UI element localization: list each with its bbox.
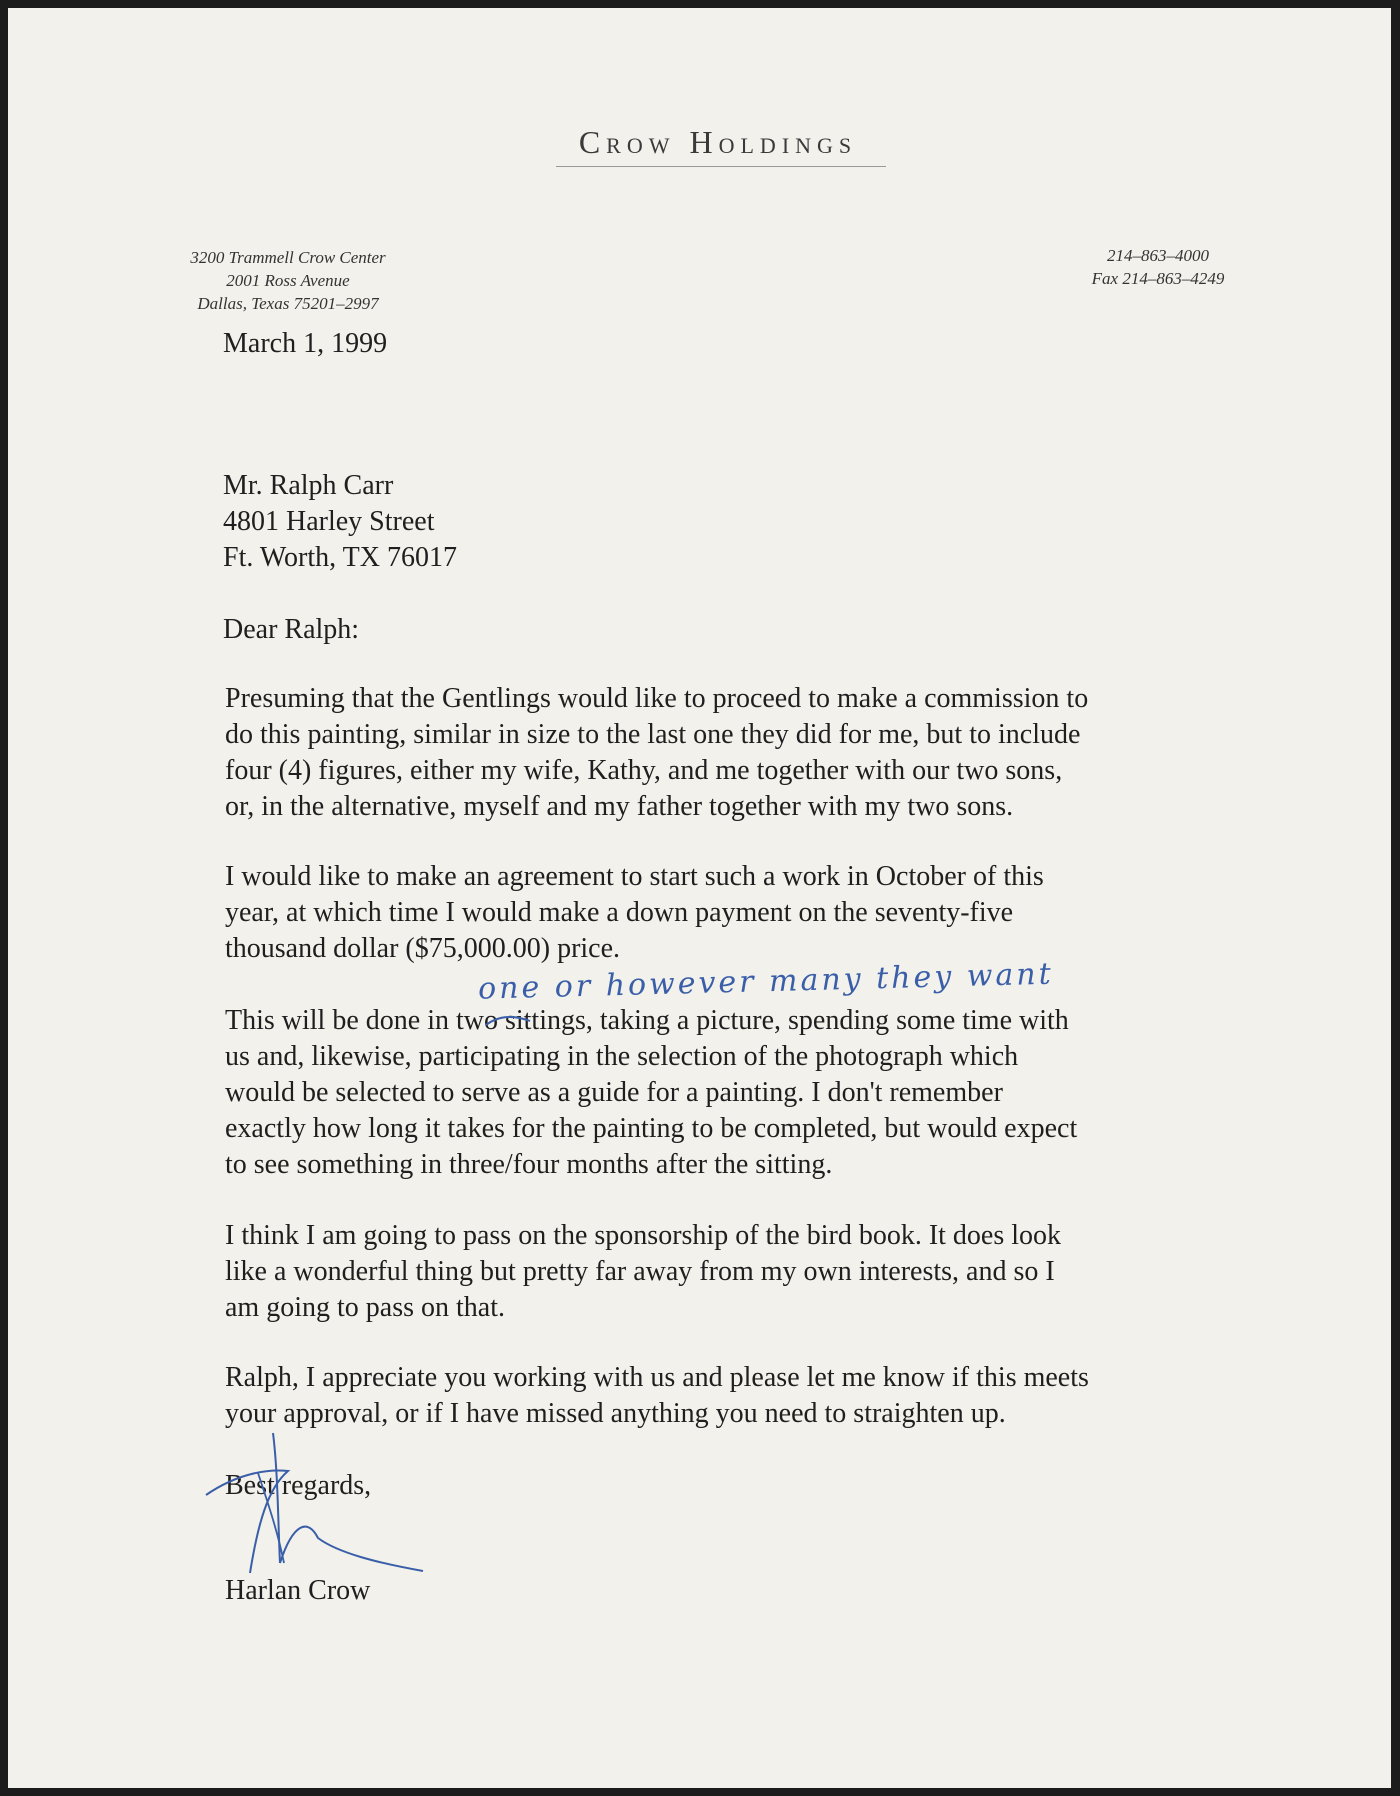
text-line: Presuming that the Gentlings would like to proceed to make a commission to bbox=[225, 683, 1089, 714]
letter-date: March 1, 1999 bbox=[223, 328, 388, 359]
text-line: thousand dollar ($75,000.00) price. bbox=[225, 933, 621, 964]
text-line: do this painting, similar in size to the last one they did for me, but to include bbox=[225, 719, 1081, 750]
paragraph-commission bbox=[225, 681, 1225, 825]
letterhead-company-name: Crow Holdings bbox=[578, 124, 858, 160]
text-line: or, in the alternative, myself and my father together with my two sons. bbox=[225, 791, 1014, 822]
text-line: I think I am going to pass on the sponsorship of the bird book. It does look bbox=[225, 1220, 1062, 1251]
fax-number: Fax 214–863–4249 bbox=[1091, 269, 1225, 288]
letterhead-address bbox=[138, 246, 438, 315]
address-line: Dallas, Texas 75201–2997 bbox=[197, 294, 379, 313]
recipient-city: Ft. Worth, TX 76017 bbox=[223, 542, 457, 573]
paragraph-agreement bbox=[225, 859, 1225, 967]
text-line: I would like to make an agreement to start such a work in October of this bbox=[225, 861, 1044, 892]
address-line: 2001 Ross Avenue bbox=[226, 271, 350, 290]
address-line: 3200 Trammell Crow Center bbox=[190, 248, 386, 267]
text-line: am going to pass on that. bbox=[225, 1292, 505, 1323]
salutation: Dear Ralph: bbox=[223, 614, 360, 645]
letter-page bbox=[8, 8, 1391, 1788]
text-line: us and, likewise, participating in the selection of the photograph which bbox=[225, 1041, 1019, 1072]
handwritten-strike-mark bbox=[484, 1011, 534, 1031]
text-line: exactly how long it takes for the painting to be completed, but would expect bbox=[225, 1113, 1078, 1144]
text-line: This will be done in two sittings, taking a picture, spending some time with bbox=[225, 1005, 1069, 1036]
recipient-street: 4801 Harley Street bbox=[223, 506, 435, 537]
paragraph-bird-book bbox=[225, 1218, 1225, 1326]
text-line: Ralph, I appreciate you working with us and please let me know if this meets bbox=[225, 1362, 1089, 1393]
text-line: your approval, or if I have missed anything you need to straighten up. bbox=[225, 1398, 1006, 1429]
phone-number: 214–863–4000 bbox=[1107, 246, 1209, 265]
letterhead-contact bbox=[1058, 244, 1258, 290]
handwritten-annotation: one or however many they want bbox=[477, 956, 1055, 1007]
recipient-address bbox=[223, 468, 457, 576]
text-line: year, at which time I would make a down payment on the seventy-five bbox=[225, 897, 1014, 928]
text-line: to see something in three/four months after the sitting. bbox=[225, 1149, 833, 1180]
recipient-name: Mr. Ralph Carr bbox=[223, 470, 394, 501]
signer-name: Harlan Crow bbox=[225, 1575, 371, 1606]
paragraph-sittings bbox=[225, 1003, 1225, 1183]
text-line: like a wonderful thing but pretty far away from my own interests, and so I bbox=[225, 1256, 1055, 1287]
closing: Best regards, bbox=[225, 1470, 372, 1501]
handwritten-signature bbox=[198, 1413, 438, 1583]
text-line: would be selected to serve as a guide for a painting. I don't remember bbox=[225, 1077, 1003, 1108]
letterhead-divider bbox=[556, 166, 886, 167]
text-line: four (4) figures, either my wife, Kathy, and me together with our two sons, bbox=[225, 755, 1063, 786]
